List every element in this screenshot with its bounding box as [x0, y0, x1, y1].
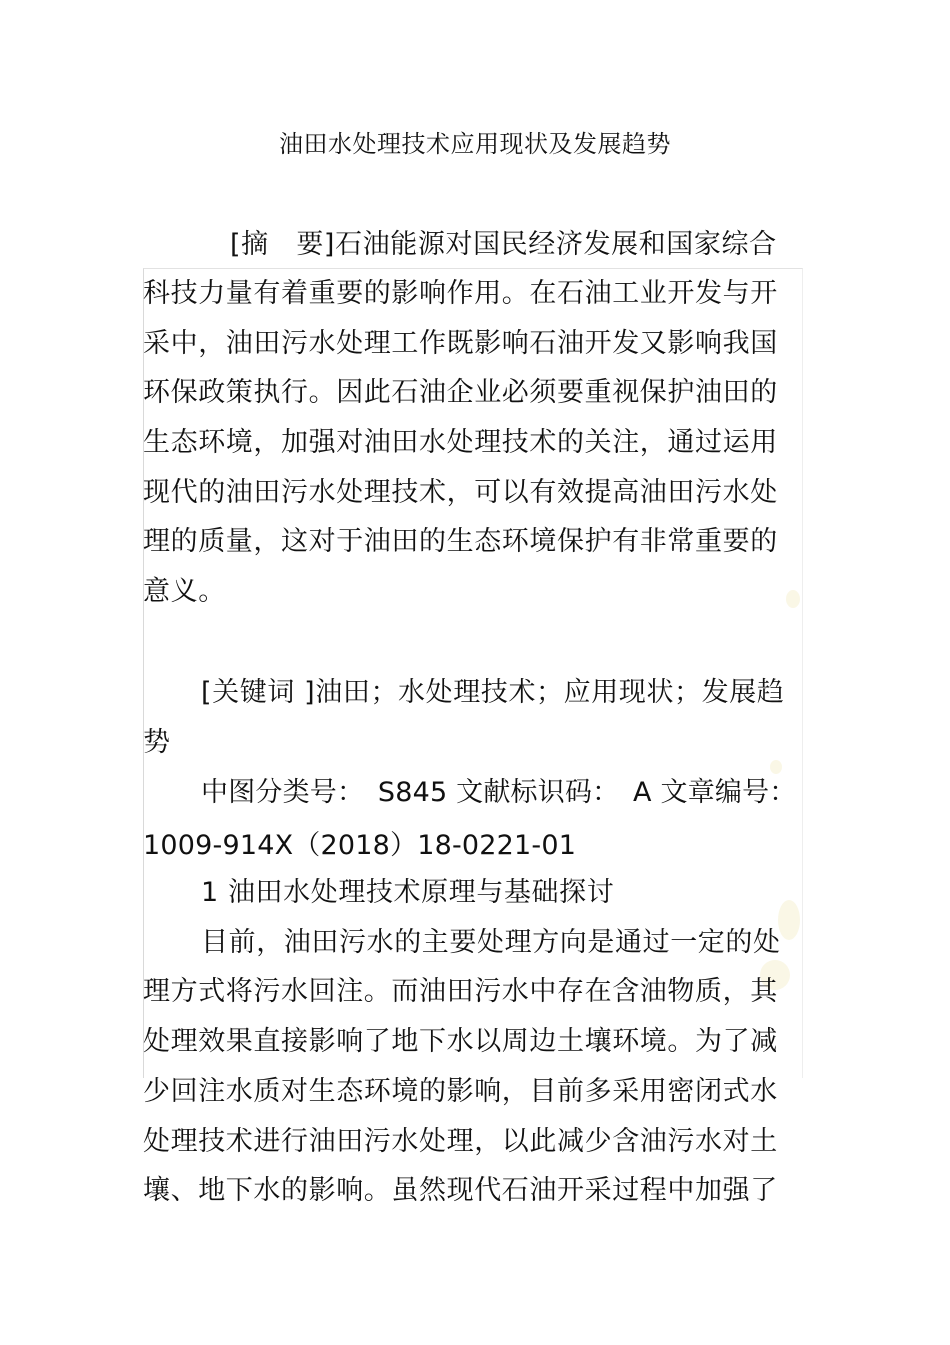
background-speck [770, 760, 782, 774]
abstract-line: 环保政策执行。因此石油企业必须要重视保护油田的 [143, 377, 778, 408]
body-line: 壤、地下水的影响。虽然现代石油开采过程中加强了 [143, 1175, 778, 1206]
abstract-line: 科技力量有着重要的影响作用。在石油工业开发与开 [143, 278, 778, 309]
body-line: 目前，油田污水的主要处理方向是通过一定的处 [201, 927, 781, 958]
background-speck [786, 590, 800, 608]
keywords-line: 势 [143, 727, 171, 758]
abstract-line: [摘 要]石油能源对国民经济发展和国家综合 [230, 229, 777, 260]
background-speck [778, 900, 800, 940]
body-line: 处理技术进行油田污水处理，以此减少含油污水对土 [143, 1126, 778, 1157]
classification-line: 中图分类号： S845 文献标识码： A 文章编号： [201, 777, 797, 808]
abstract-line: 意义。 [143, 576, 226, 607]
abstract-line: 现代的油田污水处理技术，可以有效提高油田污水处 [143, 477, 778, 508]
body-line: 理方式将污水回注。而油田污水中存在含油物质，其 [143, 976, 778, 1007]
abstract-line: 理的质量，这对于油田的生态环境保护有非常重要的 [143, 526, 778, 557]
document-title: 油田水处理技术应用现状及发展趋势 [279, 130, 671, 158]
section-heading: 1 油田水处理技术原理与基础探讨 [201, 877, 615, 908]
body-line: 少回注水质对生态环境的影响，目前多采用密闭式水 [143, 1076, 778, 1107]
classification-line: 1009-914X（2018）18-0221-01 [143, 830, 577, 861]
abstract-line: 生态环境，加强对油田水处理技术的关注，通过运用 [143, 427, 778, 458]
abstract-line: 采中，油田污水处理工作既影响石油开发又影响我国 [143, 328, 778, 359]
body-line: 处理效果直接影响了地下水以周边土壤环境。为了减 [143, 1026, 778, 1057]
keywords-line: [关键词 ]油田；水处理技术；应用现状；发展趋 [201, 677, 785, 708]
